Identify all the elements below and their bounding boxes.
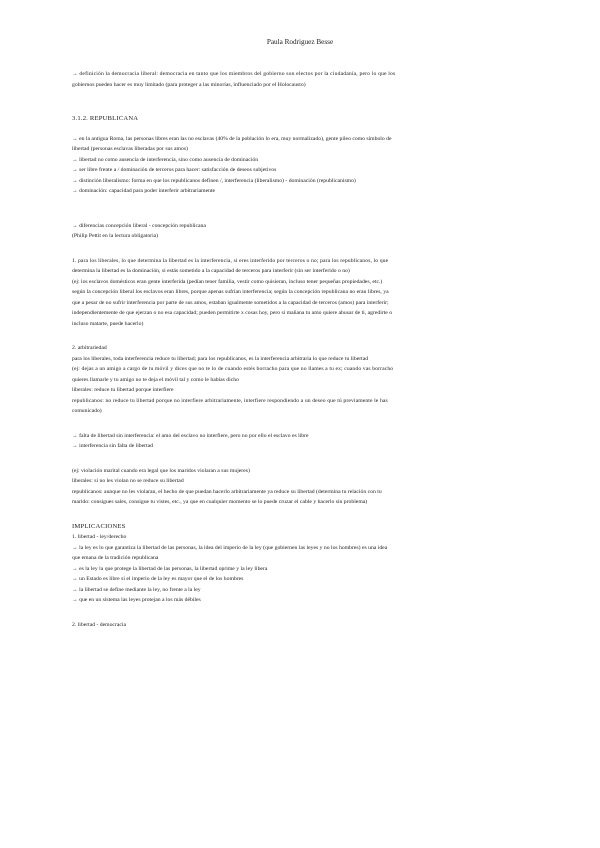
text-line: republicanos: no reduce tu libertad porque no interfiere arbitrariamente, interfiere respondiendo a un deseo que tú previamente le has: [72, 397, 388, 404]
text-line: comunicado): [72, 408, 102, 414]
text-line: → diferencias concepción liberal - concepción republicana: [72, 222, 206, 229]
text-line: → la libertad se define mediante la ley, no frente a la ley: [72, 586, 201, 593]
text-line: → la ley es lo que garantiza la libertad de las personas, la idea del imperio de la ley (que gobiernen las leyes y no los hombres) es una idea: [72, 544, 388, 551]
text-line: marido: consigues sales, consigue tu vistes, etc., ya que en cualquier momento se lo puede cruzar el cable y hacerlo sin problema): [72, 499, 368, 505]
text-line: (ej: violación marital cuando era legal que los maridos violaran a sus mujeres): [72, 467, 250, 474]
section-heading-republicana: 3.1.2. REPUBLICANA: [72, 115, 139, 122]
text-line: (Philip Pettit en la lectura obligatoria): [72, 233, 159, 239]
text-line: liberales: reduce tu libertad porque interfiere: [72, 387, 174, 393]
text-line: según la concepción liberal los esclavos eran libres, porque apenas sufrían interferencia; según la concepción republicana no eran libres, ya: [72, 289, 389, 295]
text-line: liberales: si no les violan no se reduce su libertad: [72, 478, 184, 484]
text-line: → ser libre frente a / dominación de terceros para hacer: satisfacción de deseos subjetivos: [72, 167, 277, 173]
paragraph-democracia: [72, 620, 528, 631]
text-line: 2. libertad - democracia: [72, 621, 127, 628]
paragraph-liberal-definition: [72, 69, 528, 90]
paragraph-point-1: [72, 256, 528, 330]
text-line: libertad (personas esclavas liberadas por sus amos): [72, 146, 188, 152]
text-line: → libertad no como ausencia de interferencia, sino como ausencia de dominación: [72, 156, 259, 163]
text-line: quieres llamarle y tu amigo no te deja el móvil tal y como le habías dicho: [72, 376, 239, 383]
section-heading-implicaciones: IMPLICACIONES: [72, 522, 126, 530]
paragraph-differences: [72, 221, 528, 242]
text-line: 2. arbitrariedad: [72, 345, 107, 351]
text-line: gobiernos pueden hacer es muy limitado (para proteger a las minorías, influenciado por el Holocausto): [72, 81, 306, 88]
text-line: → en la antigua Roma, las personas libres eran las no esclavas (40% de la población lo era, muy normalizado), gente pileo como símbolo de: [72, 135, 392, 142]
text-line: → interferencia sin falta de libertad: [72, 443, 154, 449]
text-line: incluso matarte, puede hacerlo): [72, 320, 144, 327]
text-line: → que en un sistema las leyes protejan a los más débiles: [72, 597, 201, 603]
text-line: (ej: los esclavos domésticos eran gente interferida (pedían tener familia, vestir como quisieran, incluso tener pequeñas propiedades, etc.): [72, 278, 383, 285]
text-line: → definición la democracia liberal: democracia en tanto que los miembros del gobierno son electos por la ciudadanía, pero lo que los: [72, 71, 396, 77]
paragraph-example-marital: [72, 466, 528, 508]
text-line: → falta de libertad sin interferencia: el amo del esclavo no interfiere, pero no por ello el esclavo es libre: [72, 432, 309, 439]
text-line: → es la ley la que protege la libertad de las personas, la libertad oprime y la ley libera: [72, 565, 268, 572]
text-line: 1. para los liberales, lo que determina la libertad es la interferencia, si eres interferido por terceros o no; para los republicanos, lo que: [72, 257, 389, 264]
text-line: republicanos: aunque no les violaran, el hecho de que puedan hacerlo arbitrariamente ya reduce su libertad (determina tu relación con tu: [72, 488, 382, 495]
paragraph-interference: [72, 431, 528, 452]
text-line: 1. libertad - ley/derecho: [72, 534, 127, 540]
text-line: independientemente de que ejerzan o no esa capacidad; pueden permitirte x cosas hoy, pero si mañana tu amo quiere abusar de ti, agredirte o: [72, 310, 393, 316]
text-line: que a pesar de no sufrir interferencia por parte de sus amos, estaban igualmente sometidos a la capacidad de terceros (amos) para interferir;: [72, 299, 389, 306]
text-line: determina la libertad es la dominación, si estás sometido a la capacidad de terceros para interferir (sin ser interferido o no): [72, 268, 350, 274]
page-header-author: Paula Rodriguez Besse: [266, 38, 334, 46]
text-line: (ej: dejas a un amigo a cargo de tu móvil y dices que no te lo de cuando estés borracho para que no llames a tu ex; cuando vas borracho: [72, 366, 394, 372]
text-line: que emana de la tradición republicana: [72, 555, 159, 561]
text-line: → distinción liberalismo: forma en que los republicanos definen /, interferencia (liberalismo) - dominación (republicanismo): [72, 177, 356, 184]
text-line: → un Estado es libre si el imperio de la ley es mayor que el de los hombres: [72, 576, 244, 582]
text-line: → dominación: capacidad para poder interferir arbitrariamente: [72, 188, 216, 194]
text-line: para los liberales, toda interferencia reduce tu libertad; para los republicanos, es la interferencia arbitraria lo que reduce tu libertad: [72, 355, 369, 362]
paragraph-republicana: [72, 134, 528, 197]
paragraph-implicaciones: [72, 532, 528, 606]
paragraph-point-2: [72, 343, 528, 417]
